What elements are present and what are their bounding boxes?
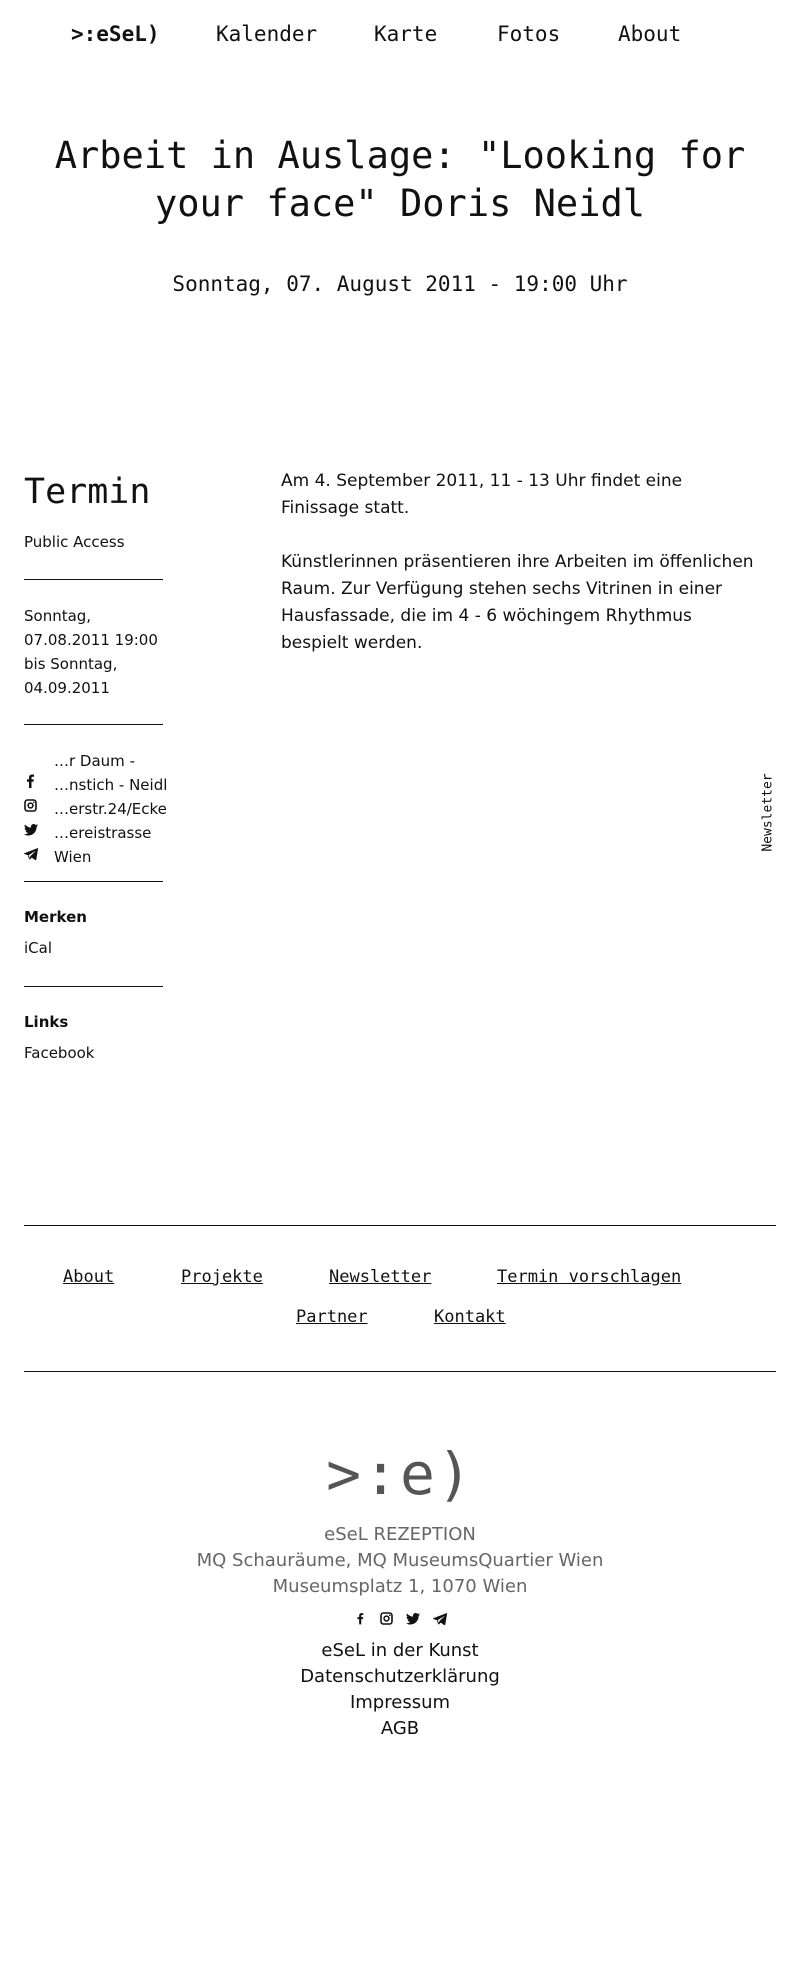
facebook-link[interactable]: Facebook	[24, 1044, 95, 1062]
divider	[24, 724, 163, 725]
footer-link-esel-kunst[interactable]: eSeL in der Kunst	[321, 1640, 479, 1661]
links-label: Links	[24, 1013, 69, 1031]
address-line: MQ Schauräume, MQ MuseumsQuartier Wien	[196, 1550, 604, 1571]
nav-item-fotos[interactable]: Fotos	[497, 22, 561, 46]
page-title: Arbeit in Auslage: "Looking for your face" Doris Neidl	[54, 134, 746, 225]
instagram-icon[interactable]	[24, 796, 44, 820]
footer-divider	[24, 1225, 776, 1226]
telegram-icon[interactable]	[24, 844, 44, 868]
footer-link-partner[interactable]: Partner	[296, 1307, 368, 1327]
location-line: …nstich - Neidl	[54, 776, 168, 794]
location-line: …r Daum -	[54, 752, 135, 770]
footer-link-agb[interactable]: AGB	[380, 1718, 420, 1739]
date-range-line: Sonntag,	[24, 607, 92, 625]
location-line: …erstr.24/Ecke	[54, 800, 167, 818]
event-sidebar	[24, 470, 168, 1065]
instagram-icon[interactable]	[376, 1612, 398, 1629]
facebook-icon[interactable]	[349, 1612, 371, 1629]
event-location	[24, 749, 168, 866]
top-nav	[0, 22, 800, 52]
address-line: eSeL REZEPTION	[324, 1524, 476, 1545]
footer-legal-links	[0, 1638, 800, 1742]
site-logo[interactable]: >:eSeL)	[71, 22, 160, 46]
location-line: …ereistrasse	[54, 824, 152, 842]
newsletter-tab-label: Newsletter	[760, 773, 776, 852]
event-date: Sonntag, 07. August 2011 - 19:00 Uhr	[172, 272, 628, 296]
access-type: Public Access	[24, 533, 125, 551]
description-paragraph: Künstlerinnen präsentieren ihre Arbeiten im öffenlichen Raum. Zur Verfügung stehen sechs Vitrinen in einer Hausfassade, die im 4 - 6 wöchingem Rhythmus bespielt werden.	[281, 552, 754, 653]
ical-link[interactable]: iCal	[24, 939, 53, 957]
nav-item-karte[interactable]: Karte	[374, 22, 438, 46]
footer-link-projekte[interactable]: Projekte	[181, 1267, 263, 1287]
nav-item-about[interactable]: About	[618, 22, 682, 46]
divider	[24, 881, 163, 882]
nav-item-kalender[interactable]: Kalender	[216, 22, 318, 46]
event-date-range	[24, 604, 164, 700]
date-range-line: 04.09.2011	[24, 679, 110, 697]
footer-link-about[interactable]: About	[63, 1267, 115, 1287]
twitter-icon[interactable]	[402, 1613, 424, 1629]
footer-link-impressum[interactable]: Impressum	[349, 1692, 451, 1713]
footer-divider	[24, 1371, 776, 1372]
location-line: Wien	[54, 848, 92, 866]
share-icons	[24, 772, 44, 868]
date-range-line: bis Sonntag,	[24, 655, 118, 673]
telegram-icon[interactable]	[429, 1613, 451, 1629]
newsletter-tab[interactable]	[758, 770, 778, 860]
twitter-icon[interactable]	[24, 820, 44, 844]
divider	[24, 986, 163, 987]
merken-label: Merken	[24, 908, 87, 926]
date-range-line: 07.08.2011 19:00	[24, 631, 158, 649]
footer-logo[interactable]: >:e)	[326, 1440, 474, 1508]
footer-link-kontakt[interactable]: Kontakt	[434, 1307, 506, 1327]
address-line: Museumsplatz 1, 1070 Wien	[272, 1576, 528, 1597]
facebook-icon[interactable]	[24, 772, 44, 796]
footer-social-icons	[0, 1612, 800, 1629]
divider	[24, 579, 163, 580]
event-description	[281, 468, 761, 684]
footer-address	[0, 1522, 800, 1600]
description-paragraph: Am 4. September 2011, 11 - 13 Uhr findet eine Finissage statt.	[281, 471, 683, 518]
footer-link-termin-vorschlagen[interactable]: Termin vorschlagen	[497, 1267, 682, 1287]
footer-link-datenschutz[interactable]: Datenschutzerklärung	[300, 1666, 500, 1687]
footer-link-newsletter[interactable]: Newsletter	[329, 1267, 432, 1287]
sidebar-heading: Termin	[24, 472, 151, 512]
